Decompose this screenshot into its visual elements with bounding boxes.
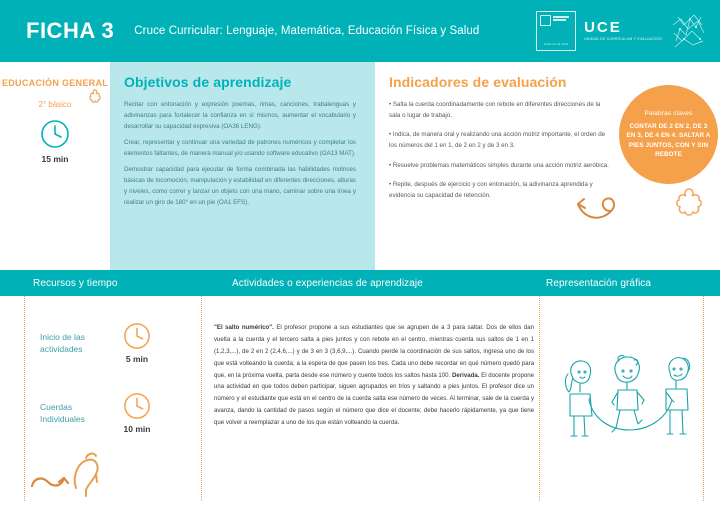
objetivos-panel [110, 62, 375, 270]
header-logos [536, 8, 706, 54]
ficha-subtitle: Cruce Curricular: Lenguaje, Matemática, Educación Física y Salud [134, 25, 480, 37]
indicador-item: • Salta la cuerda coordinadamente con rebote en diferentes direcciones de la sala o lugar de trabajo. [389, 101, 601, 120]
grade-label: 2° básico [38, 99, 72, 109]
curved-arrow-icon [572, 186, 630, 230]
indicador-item: • Indica, de manera oral y realizando una acción motriz importante, el orden de los números del 1 en 1, de 2 en 2 y de 3 en 3. [389, 131, 606, 150]
uce-scribble-icon [670, 11, 706, 51]
page-header [0, 0, 720, 62]
column-divider [201, 296, 202, 501]
gobierno-de-chile-logo [536, 11, 576, 51]
ficha-number: FICHA 3 [26, 18, 115, 43]
indicador-item: • Resuelve problemas matemáticos simples durante una acción motriz aeróbica. [389, 161, 609, 169]
crest-icon [540, 15, 551, 26]
uce-logo [584, 20, 662, 42]
derivada-label: Derivada. [452, 371, 480, 379]
upper-section [0, 62, 720, 270]
uce-acronym: UCE [584, 19, 622, 37]
indicadores-title: Indicadores de evaluación [389, 74, 567, 90]
education-level-title: EDUCACIÓN GENERAL [1, 78, 109, 88]
band-actividades-label: Actividades o experiencias de aprendizaje [232, 277, 423, 289]
recurso-row [40, 322, 160, 364]
band-recursos-label: Recursos y tiempo [33, 277, 118, 289]
flower-dot-icon [88, 88, 102, 104]
palabras-claves-body: CONTAR DE 2 EN 2, DE 3 EN 3, DE 4 EN 4. SALTAR A PIES JUNTOS, CON Y SIN REBOTE [626, 123, 711, 158]
objetivo-item: Demostrar capacidad para ejecutar de forma combinada las habilidades motrices básicas de locomoción, manipulación y estabilidad en diferentes direcciones, alturas y niveles, como correr y lanzar un objeto con una mano, caminar sobre una línea y realizar un giro de 180° en un pie (OA1 EFS). [124, 166, 356, 207]
actividad-text [214, 322, 534, 429]
actividad-body: El profesor propone a sus estudiantes que se agrupen de a 3 para saltar. Dos de ellos dan vuelta a la cuerda y el tercero salta a pies juntos y con rebote en el centro, mientras cuenta sus saltos de 1 en 1 (1,2,3,...), de 2 en 2 (2,4,6,...) y de 3 en 3 (3,6,9,...). Cuando pierde la coordinación de sus saltos, ingresa uno de los que está volteando la cuerda; a la espera de que pasen los tres. Cada uno debe recordar en qué número quedó para que, en la próxima vuelta, parta desde ese número y cuente todos los saltos hasta 100. [214, 324, 534, 379]
section-band [0, 270, 720, 296]
duration-label: 15 min [41, 153, 69, 164]
palabras-claves-title: Palabras claves [644, 110, 693, 118]
three-children-jumping-rope-illustration [556, 348, 706, 468]
indicador-item: • Repite, después de ejercicio y con entonación, la adivinanza aprendida y evidencia su capacidad de retención. [389, 180, 593, 199]
objetivos-title: Objetivos de aprendizaje [124, 74, 292, 90]
jump-rope-illustration [26, 436, 114, 502]
recurso-label: Cuerdas Individuales [40, 401, 85, 424]
ministerio-text-lines [553, 15, 569, 21]
column-divider [539, 296, 540, 501]
recurso-label: Inicio de las actividades [40, 331, 85, 354]
derivada-body: El docente propone una actividad en que todos deben participar, siguen agrupados en trios y saltando a pies juntos. El profesor dice un número y el estudiante que está en el centro de la cuerda salta ese número de veces. Al terminar, sale de la cuerda y avanza, dando la cantidad de pasos según el número que dice el docente; debe hacerlo rápidamente, ya que tiene que volver a reemplazar a uno de los que están volteando la cuerda. [214, 371, 535, 426]
recurso-time: 5 min [125, 354, 149, 364]
recurso-row [40, 392, 160, 434]
palabras-claves-badge [619, 85, 718, 184]
band-representacion-label: Representación gráfica [546, 277, 652, 289]
uce-subtitle: UNIDAD DE CURRÍCULUM Y EVALUACIÓN [584, 37, 662, 42]
clock-icon [123, 392, 151, 420]
gobierno-caption: Gobierno de Chile [543, 43, 569, 47]
recurso-time: 10 min [123, 424, 151, 434]
objetivo-item: Crear, representar y continuar una variedad de patrones numéricos y completar los elementos faltantes, de manera manual y/o usando software educativo (OA13 MAT). [124, 139, 356, 158]
flower-icon [672, 186, 706, 218]
column-divider [24, 296, 25, 501]
clock-icon [123, 322, 151, 350]
objetivo-item: Recitar con entonación y expresión poemas, rimas, canciones, trabalenguas y adivinanzas para fortalecer la confianza en sí mismos, aumentar el vocabulario y desarrollar su capacidad expresiva (OA36 LENG). [124, 101, 356, 131]
actividad-title: "El salto numérico". [214, 324, 274, 331]
clock-icon [40, 119, 70, 149]
